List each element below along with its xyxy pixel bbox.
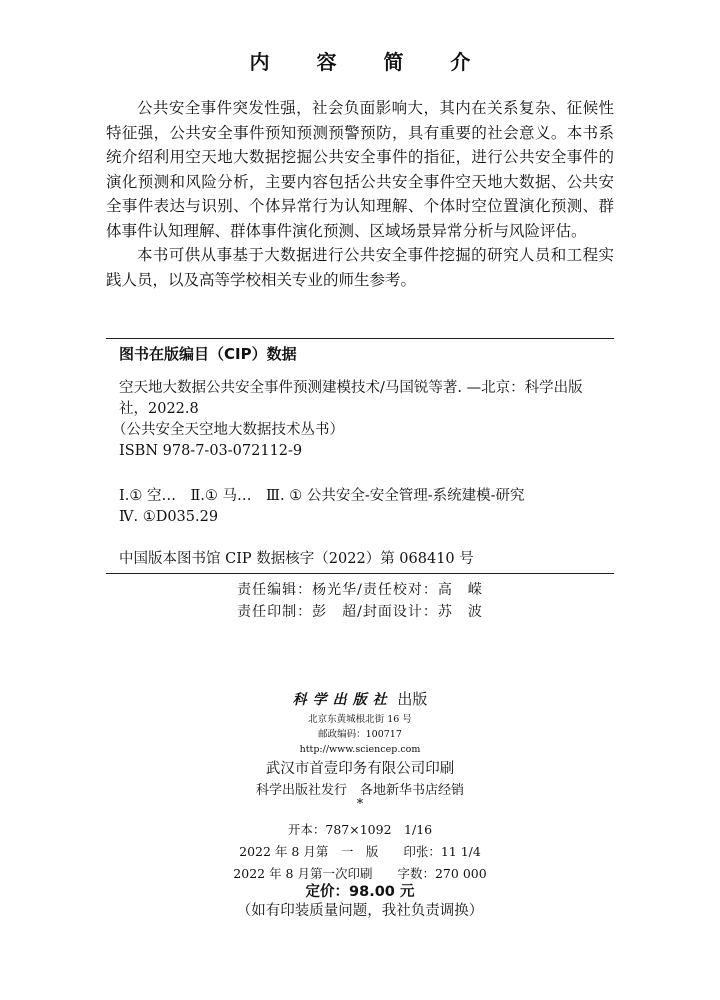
publisher-suffix: 出版 xyxy=(397,690,428,708)
edition-line: 2022 年 8 月第 一 版 印张：11 1/4 xyxy=(239,844,481,859)
production-credits xyxy=(0,601,720,621)
cip-bottom-divider xyxy=(106,573,614,574)
cover-name: 苏 波 xyxy=(437,604,483,620)
cip-record-number: 中国版本图书馆 CIP 数据核字（2022）第 068410 号 xyxy=(119,551,474,567)
proof-name: 高 嵘 xyxy=(437,582,483,598)
print-name: 彭 超 xyxy=(312,604,358,620)
editor-credits xyxy=(0,579,720,599)
price-line: 定价：98.00 元 xyxy=(305,884,415,900)
publisher-logo-text: 科学出版社 xyxy=(292,692,393,708)
cip-title-line: 空天地大数据公共安全事件预测建模技术/马国锐等著. —北京：科学出版 xyxy=(119,380,583,396)
cip-top-divider xyxy=(106,338,614,339)
cip-publisher-line: 社，2022.8 xyxy=(119,401,199,417)
cip-heading: 图书在版编目（CIP）数据 xyxy=(119,345,297,363)
printer-line: 武汉市首壹印务有限公司印刷 xyxy=(265,761,455,777)
intro-paragraph-1: 公共安全事件突发性强，社会负面影响大，其内在关系复杂、征候性特征强，公共安全事件预知预测预警预防，具有重要的社会意义。本书系统介绍利用空天地大数据挖掘公共安全事件的指征，进行公共安全事件的演化预测和风险分析，主要内容包括公共安全事件空天地大数据、公共安全事件表达与识别、个体异常行为认知理解、个体时空位置演化预测、群体事件认知理解、群体事件演化预测、区域场景异常分析与风险评估。 xyxy=(106,99,614,240)
page-title: 内 容 简 介 xyxy=(249,50,491,74)
cip-classification-number: Ⅳ. ①D035.29 xyxy=(119,509,219,525)
cip-series-line: （公共安全天空地大数据技术丛书） xyxy=(112,422,344,438)
quality-notice: （如有印装质量问题，我社负责调换） xyxy=(236,903,484,919)
format-line: 开本：787×1092 1/16 xyxy=(287,822,433,837)
editor-name: 杨光华 xyxy=(312,582,358,598)
printing-line: 2022 年 8 月第一次印刷 字数：270 000 xyxy=(233,866,487,881)
publisher-line xyxy=(0,688,720,709)
publisher-postcode: 邮政编码：100717 xyxy=(318,729,402,740)
cip-isbn-line: ISBN 978-7-03-072112-9 xyxy=(119,443,303,459)
proof-label: /责任校对： xyxy=(357,582,438,598)
distribution-line: 科学出版社发行 各地新华书店经销 xyxy=(255,783,464,798)
intro-paragraph-2: 本书可供从事基于大数据进行公共安全事件挖掘的研究人员和工程实践人员，以及高等学校相关专业的师生参考。 xyxy=(106,246,614,289)
publisher-address: 北京东黄城根北街 16 号 xyxy=(308,714,412,725)
introduction-section xyxy=(106,96,614,292)
publisher-website: http://www.sciencep.com xyxy=(299,744,421,755)
cip-classification-line: Ⅰ.① 空… Ⅱ.① 马… Ⅲ. ① 公共安全-安全管理-系统建模-研究 xyxy=(119,488,525,504)
print-label: 责任印制： xyxy=(237,604,313,620)
cover-label: /封面设计： xyxy=(357,604,438,620)
editor-label: 责任编辑： xyxy=(237,582,313,598)
separator-star: * xyxy=(356,797,364,812)
